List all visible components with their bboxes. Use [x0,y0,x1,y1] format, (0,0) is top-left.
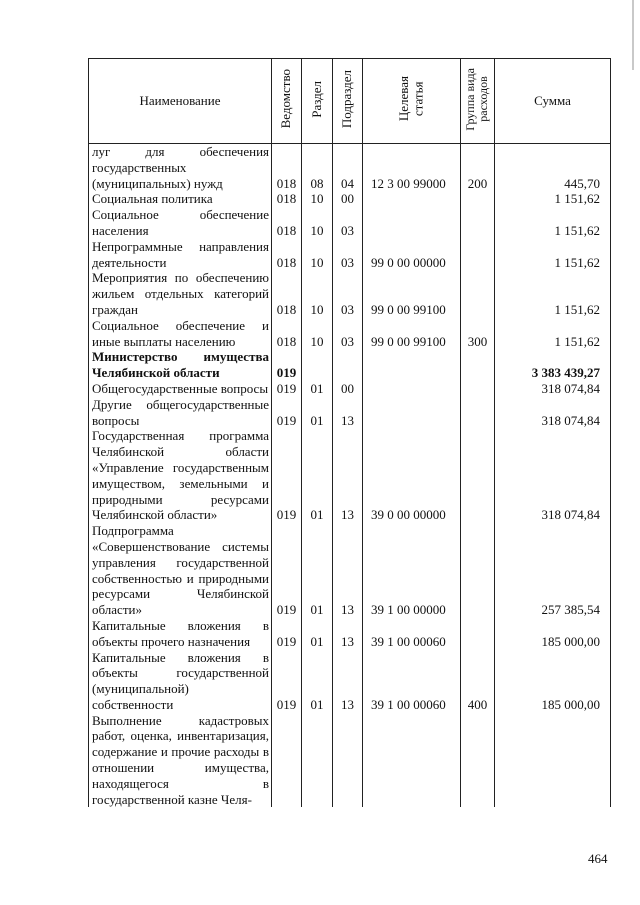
cell-cel: 39 1 00 00000 [363,523,461,618]
cell-name: Общегосударственные вопросы [89,381,272,397]
cell-sum: 445,70 [495,144,611,192]
cell-ved: 018 [272,270,302,317]
cell-name: Другие общегосударственные вопросы [89,397,272,429]
cell-razd: 01 [302,381,333,397]
cell-sum: 318 074,84 [495,428,611,523]
cell-razd: 10 [302,191,333,207]
cell-ved: 019 [272,381,302,397]
cell-name: Мероприятия по обеспечению жильем отдельных категорий граждан [89,270,272,317]
table-row [89,713,611,808]
header-razd: Раздел [302,59,333,144]
scan-edge-line [632,0,634,70]
cell-razd: 01 [302,397,333,429]
cell-sum: 1 151,62 [495,318,611,350]
cell-ved: 019 [272,618,302,650]
cell-cel: 39 1 00 00060 [363,618,461,650]
cell-razd: 10 [302,239,333,271]
cell-name: Социальное обеспечение населения [89,207,272,239]
cell-ved: 019 [272,349,302,381]
cell-grp [461,618,495,650]
cell-name: луг для обеспечения государственных (муниципальных) нужд [89,144,272,192]
cell-razd: 01 [302,523,333,618]
cell-cel [363,397,461,429]
header-name: Наименование [89,59,272,144]
cell-sum: 1 151,62 [495,207,611,239]
table-row [89,523,611,618]
table-row [89,191,611,207]
cell-name: Социальная политика [89,191,272,207]
cell-ved: 019 [272,650,302,713]
table-row [89,270,611,317]
cell-grp: 200 [461,144,495,192]
cell-ved: 018 [272,318,302,350]
cell-sum: 318 074,84 [495,381,611,397]
cell-cel: 12 3 00 99000 [363,144,461,192]
cell-name: Капитальные вложения в объекты государственной (муниципальной) собственности [89,650,272,713]
cell-sum: 185 000,00 [495,650,611,713]
header-podrazd: Подраздел [333,59,363,144]
cell-name: Социальное обеспечение и иные выплаты населению [89,318,272,350]
table-row [89,207,611,239]
page-number: 464 [588,851,608,866]
cell-pod: 13 [333,650,363,713]
cell-grp [461,349,495,381]
header-grp: Группа вида расходов [461,59,495,144]
cell-sum: 318 074,84 [495,397,611,429]
cell-pod: 00 [333,381,363,397]
cell-pod: 13 [333,523,363,618]
header-ved: Ведомство [272,59,302,144]
cell-sum: 1 151,62 [495,239,611,271]
table-row [89,349,611,381]
cell-sum: 257 385,54 [495,523,611,618]
table-row [89,618,611,650]
table-row [89,428,611,523]
budget-table [88,58,611,807]
table-row [89,318,611,350]
cell-pod: 00 [333,191,363,207]
cell-pod: 03 [333,239,363,271]
cell-razd: 10 [302,207,333,239]
header-summa: Сумма [495,59,611,144]
cell-pod: 03 [333,270,363,317]
cell-razd: 10 [302,318,333,350]
cell-grp [461,207,495,239]
cell-name: Непрограммные направления деятельности [89,239,272,271]
cell-ved [272,713,302,808]
cell-sum: 3 383 439,27 [495,349,611,381]
cell-ved: 018 [272,239,302,271]
cell-razd: 01 [302,650,333,713]
cell-razd [302,713,333,808]
cell-grp [461,428,495,523]
cell-grp [461,191,495,207]
cell-name: Государственная программа Челябинской области «Управление государственным имуществом, земельными и природными ресурсами Челябинской области» [89,428,272,523]
cell-grp [461,381,495,397]
cell-name: Подпрограмма «Совершенствование системы управления государственной собственностью и природными ресурсами Челябинской области» [89,523,272,618]
cell-cel: 39 0 00 00000 [363,428,461,523]
cell-ved: 018 [272,191,302,207]
table-row [89,650,611,713]
cell-grp [461,239,495,271]
table-row [89,239,611,271]
cell-cel [363,191,461,207]
header-cel: Целевая статья [363,59,461,144]
cell-grp: 300 [461,318,495,350]
cell-pod: 03 [333,318,363,350]
cell-grp [461,397,495,429]
table-row [89,144,611,192]
cell-ved: 019 [272,397,302,429]
cell-grp [461,523,495,618]
cell-ved: 018 [272,207,302,239]
cell-pod: 04 [333,144,363,192]
cell-pod: 13 [333,618,363,650]
cell-cel [363,349,461,381]
table-body [89,144,611,808]
cell-pod [333,713,363,808]
cell-sum [495,713,611,808]
table-header [89,59,611,144]
cell-cel [363,207,461,239]
table-row [89,397,611,429]
cell-grp [461,270,495,317]
cell-cel [363,713,461,808]
cell-sum: 185 000,00 [495,618,611,650]
cell-razd: 10 [302,270,333,317]
cell-pod: 13 [333,397,363,429]
cell-pod: 13 [333,428,363,523]
cell-name: Выполнение кадастровых работ, оценка, инвентаризация, содержание и прочие расходы в отношении имущества, находящегося в государственной казне Челя- [89,713,272,808]
cell-razd: 08 [302,144,333,192]
cell-pod: 03 [333,207,363,239]
cell-pod [333,349,363,381]
cell-cel: 39 1 00 00060 [363,650,461,713]
table-row [89,381,611,397]
cell-cel [363,381,461,397]
cell-ved: 018 [272,144,302,192]
cell-cel: 99 0 00 99100 [363,318,461,350]
cell-cel: 99 0 00 00000 [363,239,461,271]
cell-cel: 99 0 00 99100 [363,270,461,317]
cell-razd: 01 [302,428,333,523]
cell-razd [302,349,333,381]
cell-ved: 019 [272,523,302,618]
cell-sum: 1 151,62 [495,270,611,317]
cell-name: Капитальные вложения в объекты прочего назначения [89,618,272,650]
cell-grp: 400 [461,650,495,713]
cell-ved: 019 [272,428,302,523]
cell-grp [461,713,495,808]
cell-razd: 01 [302,618,333,650]
cell-sum: 1 151,62 [495,191,611,207]
cell-name: Министерство имущества Челябинской области [89,349,272,381]
